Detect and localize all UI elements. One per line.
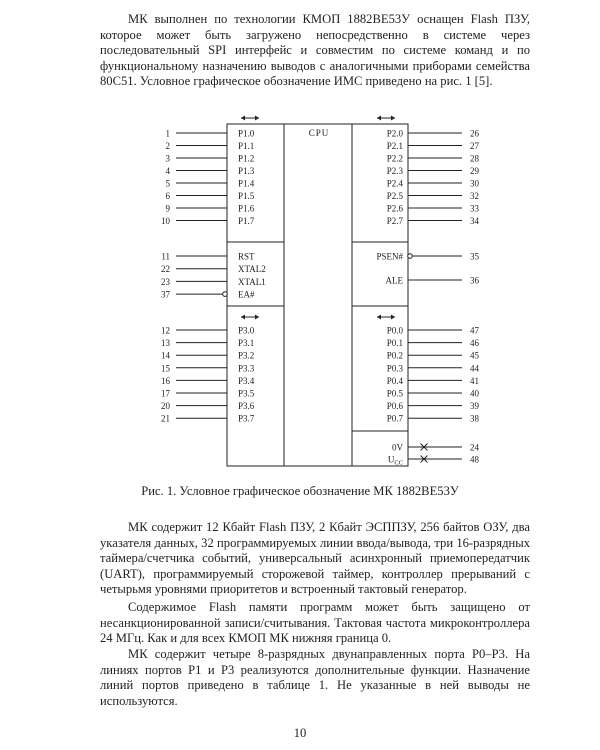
- pin-number-1: 1: [165, 128, 170, 139]
- pin-label-p1-5: P1.5: [238, 191, 255, 201]
- ports-paragraph: МК содержит четыре 8-разрядных двунаправленных порта P0–P3. На линиях портов P1 и P3 реализуются дополнительные функции. Назначение линий портов приведено в таблице 1. Не указанные в ней выводы не используются.: [100, 647, 530, 708]
- pin-number-38: 38: [470, 413, 479, 424]
- pin-label-xtal2: XTAL2: [238, 264, 266, 275]
- bidirectional-arrow-right-0-head-left: [377, 116, 381, 121]
- pin-label-ucc: $U_{CC}$: [387, 454, 403, 467]
- cpu-label: CPU: [308, 128, 330, 138]
- pin-number-33: 33: [470, 203, 479, 214]
- pin-label-p0-4: P0.4: [386, 375, 403, 386]
- bidirectional-arrow-left-2-head-left: [241, 315, 245, 320]
- pin-label-p1-6: P1.6: [238, 203, 255, 214]
- pin-number-4: 4: [165, 166, 170, 176]
- bidirectional-arrow-left-2-head-right: [255, 315, 259, 320]
- pin-number-11: 11: [161, 251, 170, 262]
- pin-number-2: 2: [165, 141, 170, 151]
- inversion-bubble-ea: [223, 292, 228, 297]
- pin-number-37: 37: [161, 289, 170, 300]
- page-number: 10: [293, 726, 307, 740]
- pin-label-p1-4: P1.4: [238, 178, 255, 189]
- pin-number-21: 21: [161, 413, 170, 424]
- pin-label-p1-1: P1.1: [238, 141, 255, 151]
- pin-label-p2-4: P2.4: [386, 178, 403, 189]
- pin-label-p2-0: P2.0: [386, 128, 403, 139]
- pin-label-p0-6: P0.6: [386, 401, 403, 412]
- pin-number-44: 44: [470, 363, 479, 374]
- pin-label-p1-7: P1.7: [238, 216, 255, 226]
- pin-number-12: 12: [161, 325, 170, 336]
- pin-number-26: 26: [470, 128, 479, 139]
- pin-number-46: 46: [470, 338, 479, 349]
- bidirectional-arrow-left-0-head-left: [241, 116, 245, 121]
- pin-label-p0-5: P0.5: [386, 388, 403, 399]
- pin-number-39: 39: [470, 401, 479, 412]
- pin-number-5: 5: [165, 178, 170, 189]
- pin-number-35: 35: [470, 251, 479, 262]
- pin-number-15: 15: [161, 363, 170, 374]
- pin-label-p0-2: P0.2: [386, 350, 403, 361]
- pin-label-p3-6: P3.6: [238, 401, 255, 412]
- pin-label-p3-2: P3.2: [238, 350, 255, 361]
- pin-number-32: 32: [470, 191, 479, 201]
- pin-number-28: 28: [470, 153, 479, 164]
- pin-label-p0-3: P0.3: [386, 363, 403, 374]
- pin-label-p3-4: P3.4: [238, 375, 255, 386]
- pin-label-ea-: EA#: [238, 289, 255, 300]
- pin-number-36: 36: [470, 275, 479, 286]
- bidirectional-arrow-right-0-head-right: [391, 116, 395, 121]
- pin-label-p2-5: P2.5: [386, 191, 403, 201]
- pin-label-p2-1: P2.1: [386, 141, 403, 151]
- pin-number-14: 14: [161, 350, 170, 361]
- pin-label-p3-3: P3.3: [238, 363, 255, 374]
- pin-label-p1-0: P1.0: [238, 128, 255, 139]
- pin-number-47: 47: [470, 325, 479, 336]
- pin-number-9: 9: [165, 203, 170, 214]
- protection-paragraph: Содержимое Flash памяти программ может быть защищено от несанкционированной записи/считывания. Тактовая частота микроконтроллера 24 МГц. Как и для всех КМОП МК нижняя граница 0.: [100, 600, 530, 646]
- bidirectional-arrow-left-0-head-right: [255, 116, 259, 121]
- pin-number-27: 27: [470, 141, 479, 151]
- pin-label-p2-3: P2.3: [386, 166, 403, 176]
- pin-number-34: 34: [470, 216, 479, 226]
- intro-paragraph: МК выполнен по технологии КМОП 1882ВЕ53У оснащен Flash ПЗУ, которое может быть загружено непосредственно в системе через последовательный SPI интерфейс и совместим по системе команд и по функциональному назначению выводов с аналогичными приборами семейства 80С51. Условное графическое обозначение ИМС приведено на рис. 1 [5].: [100, 12, 530, 89]
- pin-label-xtal1: XTAL1: [238, 276, 266, 287]
- pin-label-p2-6: P2.6: [386, 203, 403, 214]
- pin-number-24: 24: [470, 442, 479, 453]
- pin-label-ale: ALE: [385, 275, 403, 286]
- pin-label-p3-5: P3.5: [238, 388, 255, 399]
- pin-label-p1-2: P1.2: [238, 153, 255, 164]
- pin-number-17: 17: [161, 388, 170, 399]
- pin-label-rst: RST: [238, 251, 255, 262]
- pin-number-10: 10: [161, 216, 170, 226]
- pin-label-p0-7: P0.7: [386, 413, 403, 424]
- pin-label-0v: 0V: [392, 442, 403, 453]
- pin-label-psen-: PSEN#: [376, 251, 403, 262]
- pin-number-48: 48: [470, 454, 479, 465]
- bidirectional-arrow-right-2-head-right: [391, 315, 395, 320]
- pin-number-41: 41: [470, 375, 479, 386]
- pin-number-45: 45: [470, 350, 479, 361]
- pin-number-6: 6: [165, 191, 170, 201]
- pin-label-p2-2: P2.2: [386, 153, 403, 164]
- pin-number-40: 40: [470, 388, 479, 399]
- pin-number-22: 22: [161, 264, 170, 275]
- bidirectional-arrow-right-2-head-left: [377, 315, 381, 320]
- pin-number-29: 29: [470, 166, 479, 176]
- pin-label-p3-0: P3.0: [238, 325, 255, 336]
- inversion-bubble-psen: [408, 254, 413, 259]
- figure-caption: Рис. 1. Условное графическое обозначение МК 1882ВЕ53У: [141, 484, 459, 498]
- pin-number-13: 13: [161, 338, 170, 349]
- pin-label-p3-7: P3.7: [238, 413, 255, 424]
- pin-number-23: 23: [161, 276, 170, 287]
- pin-number-16: 16: [161, 375, 170, 386]
- pin-label-p0-0: P0.0: [386, 325, 403, 336]
- pin-label-p2-7: P2.7: [386, 216, 403, 226]
- pin-number-30: 30: [470, 178, 479, 189]
- pin-label-p0-1: P0.1: [386, 338, 403, 349]
- pin-number-20: 20: [161, 401, 170, 412]
- pin-label-p1-3: P1.3: [238, 166, 255, 176]
- features-paragraph: МК содержит 12 Кбайт Flash ПЗУ, 2 Кбайт ЭСППЗУ, 256 байтов ОЗУ, два указателя данных, 32 программируемых линии ввода/вывода, три 16-разрядных таймера/счетчика событий, универсальный асинхронный приемопередатчик (UART), программируемый сторожевой таймер, контроллер прерываний с четырьмя уровнями приоритетов и встроенный тактовый генератор.: [100, 520, 530, 597]
- pin-label-p3-1: P3.1: [238, 338, 255, 349]
- pin-number-3: 3: [165, 153, 170, 164]
